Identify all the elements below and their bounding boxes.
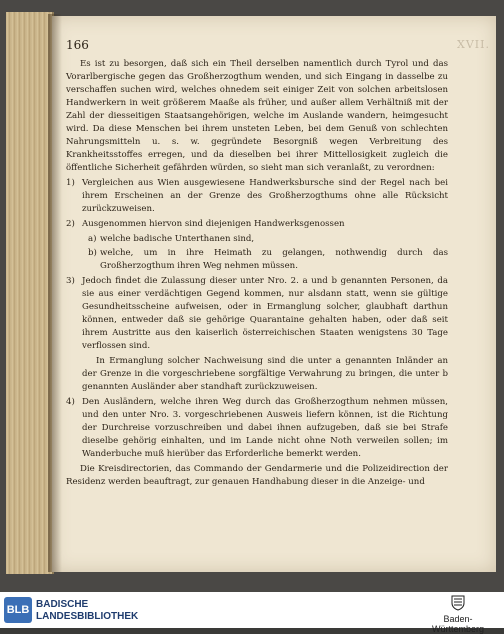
item-number: 4) xyxy=(66,397,75,407)
item-text: Jedoch findet die Zulassung dieser unter Nro. 2. a und b genannten Personen, da sie aus einer verdächtigen Gegend kommen, nur alsdann statt, wenn sie gültige Gesundheitsscheine aufweisen, oder in Ermanglung solcher, glaubhaft darthun können, entweder daß sie gehörige Quarantaine gehalten haben, oder daß seit ihrem Austritte aus den kaiserlich österreichischen Staaten wenigstens 30 Tage verflossen sind. xyxy=(82,276,448,351)
ordinance-item-2 xyxy=(66,218,448,231)
coat-of-arms-icon xyxy=(449,595,467,611)
library-name[interactable] xyxy=(36,599,138,623)
closing-paragraph: Die Kreisdirectorien, das Commando der Gendarmerie und die Polizeidirection der Residenz werden beauftragt, zur genauen Handhabung dieser in die Anzeige- und xyxy=(66,464,448,487)
item-number: 1) xyxy=(66,178,75,188)
item-3-followup: In Ermanglung solcher Nachweisung sind die unter a genannten Inländer an der Grenze in die vorgeschriebene sorgfältige Verwahrung zu bringen, die unter b genannten Ausländer aber standhaft zurückzuweisen. xyxy=(82,356,448,392)
intro-paragraph: Es ist zu besorgen, daß sich ein Theil derselben namentlich durch Tyrol und das Vorarlbergische gegen das Großherzogthum wenden, und sich Eingang in dasselbe zu verschaffen suchen wird, welches ohnedem seit einiger Zeit von solchen arbeitslosen Handwerkern in weit größerem Maaße als früher, und außer allem Verhältniß mit der Zahl der diesseitigen Staatsangehörigen, welche im Auslande wandern, heimgesucht wird. Da diese Menschen bei ihrem unsteten Leben, bei dem Genuß von schlechten Nahrungsmitteln u. s. w. gegründete Besorgniß wegen Verbreitung des Krankheitsstoffes erregen, und da dieselben bei ihrer Mittellosigkeit zugleich die öffentliche Sicherheit gefährden würden, so sieht man sich veranlaßt, zu verordnen: xyxy=(66,59,448,173)
item-number: 3) xyxy=(66,276,75,286)
subitem-text: welche badische Unterthanen sind, xyxy=(100,234,255,244)
footer-bar xyxy=(0,592,504,634)
ordinance-subitem-b xyxy=(66,247,448,273)
subitem-letter: a) xyxy=(88,234,97,244)
ordinance-item-1 xyxy=(66,177,448,216)
page-body xyxy=(66,58,448,491)
library-name-line-2: LANDESBIBLIOTHEK xyxy=(36,611,139,622)
ordinance-item-4 xyxy=(66,396,448,461)
item-number: 2) xyxy=(66,219,75,229)
ordinance-item-3 xyxy=(66,275,448,353)
bleed-through-header: XVII. xyxy=(457,38,490,51)
ordinance-subitem-a xyxy=(66,233,448,246)
subitem-letter: b) xyxy=(88,248,97,258)
item-text: Vergleichen aus Wien ausgewiesene Handwerksbursche sind der Regel nach bei ihrem Erscheinen an der Grenze des Großherzogthums ohne alle Rücksicht zurückzuweisen. xyxy=(82,178,448,214)
subitem-text: welche, um in ihre Heimath zu gelangen, nothwendig durch das Großherzogthum ihren Weg nehmen müssen. xyxy=(100,248,448,271)
baden-wuerttemberg-logo[interactable] xyxy=(418,595,498,634)
library-name-line-1: BADISCHE xyxy=(36,599,89,610)
spine-shadow xyxy=(48,14,62,572)
partner-label: Baden-Württemberg xyxy=(431,614,484,634)
item-text: Ausgenommen hiervon sind diejenigen Handwerksgenossen xyxy=(82,219,345,229)
blb-logo-icon[interactable]: BLB xyxy=(4,597,32,623)
item-text: Den Ausländern, welche ihren Weg durch das Großherzogthum nehmen müssen, und den unter Nro. 3. vorgeschriebenen Ausweis liefern können, ist die Richtung der Durchreise vorzuschreiben und dabei ihnen aufzugeben, daß sie bei Strafe dieselbe gehörig einhalten, und im Lande nicht ohne Noth verweilen sollen; im Wanderbuche muß hierüber das Erforderliche bemerkt werden. xyxy=(82,397,448,459)
page-number: 166 xyxy=(66,38,89,52)
book-page-edges xyxy=(6,12,54,574)
